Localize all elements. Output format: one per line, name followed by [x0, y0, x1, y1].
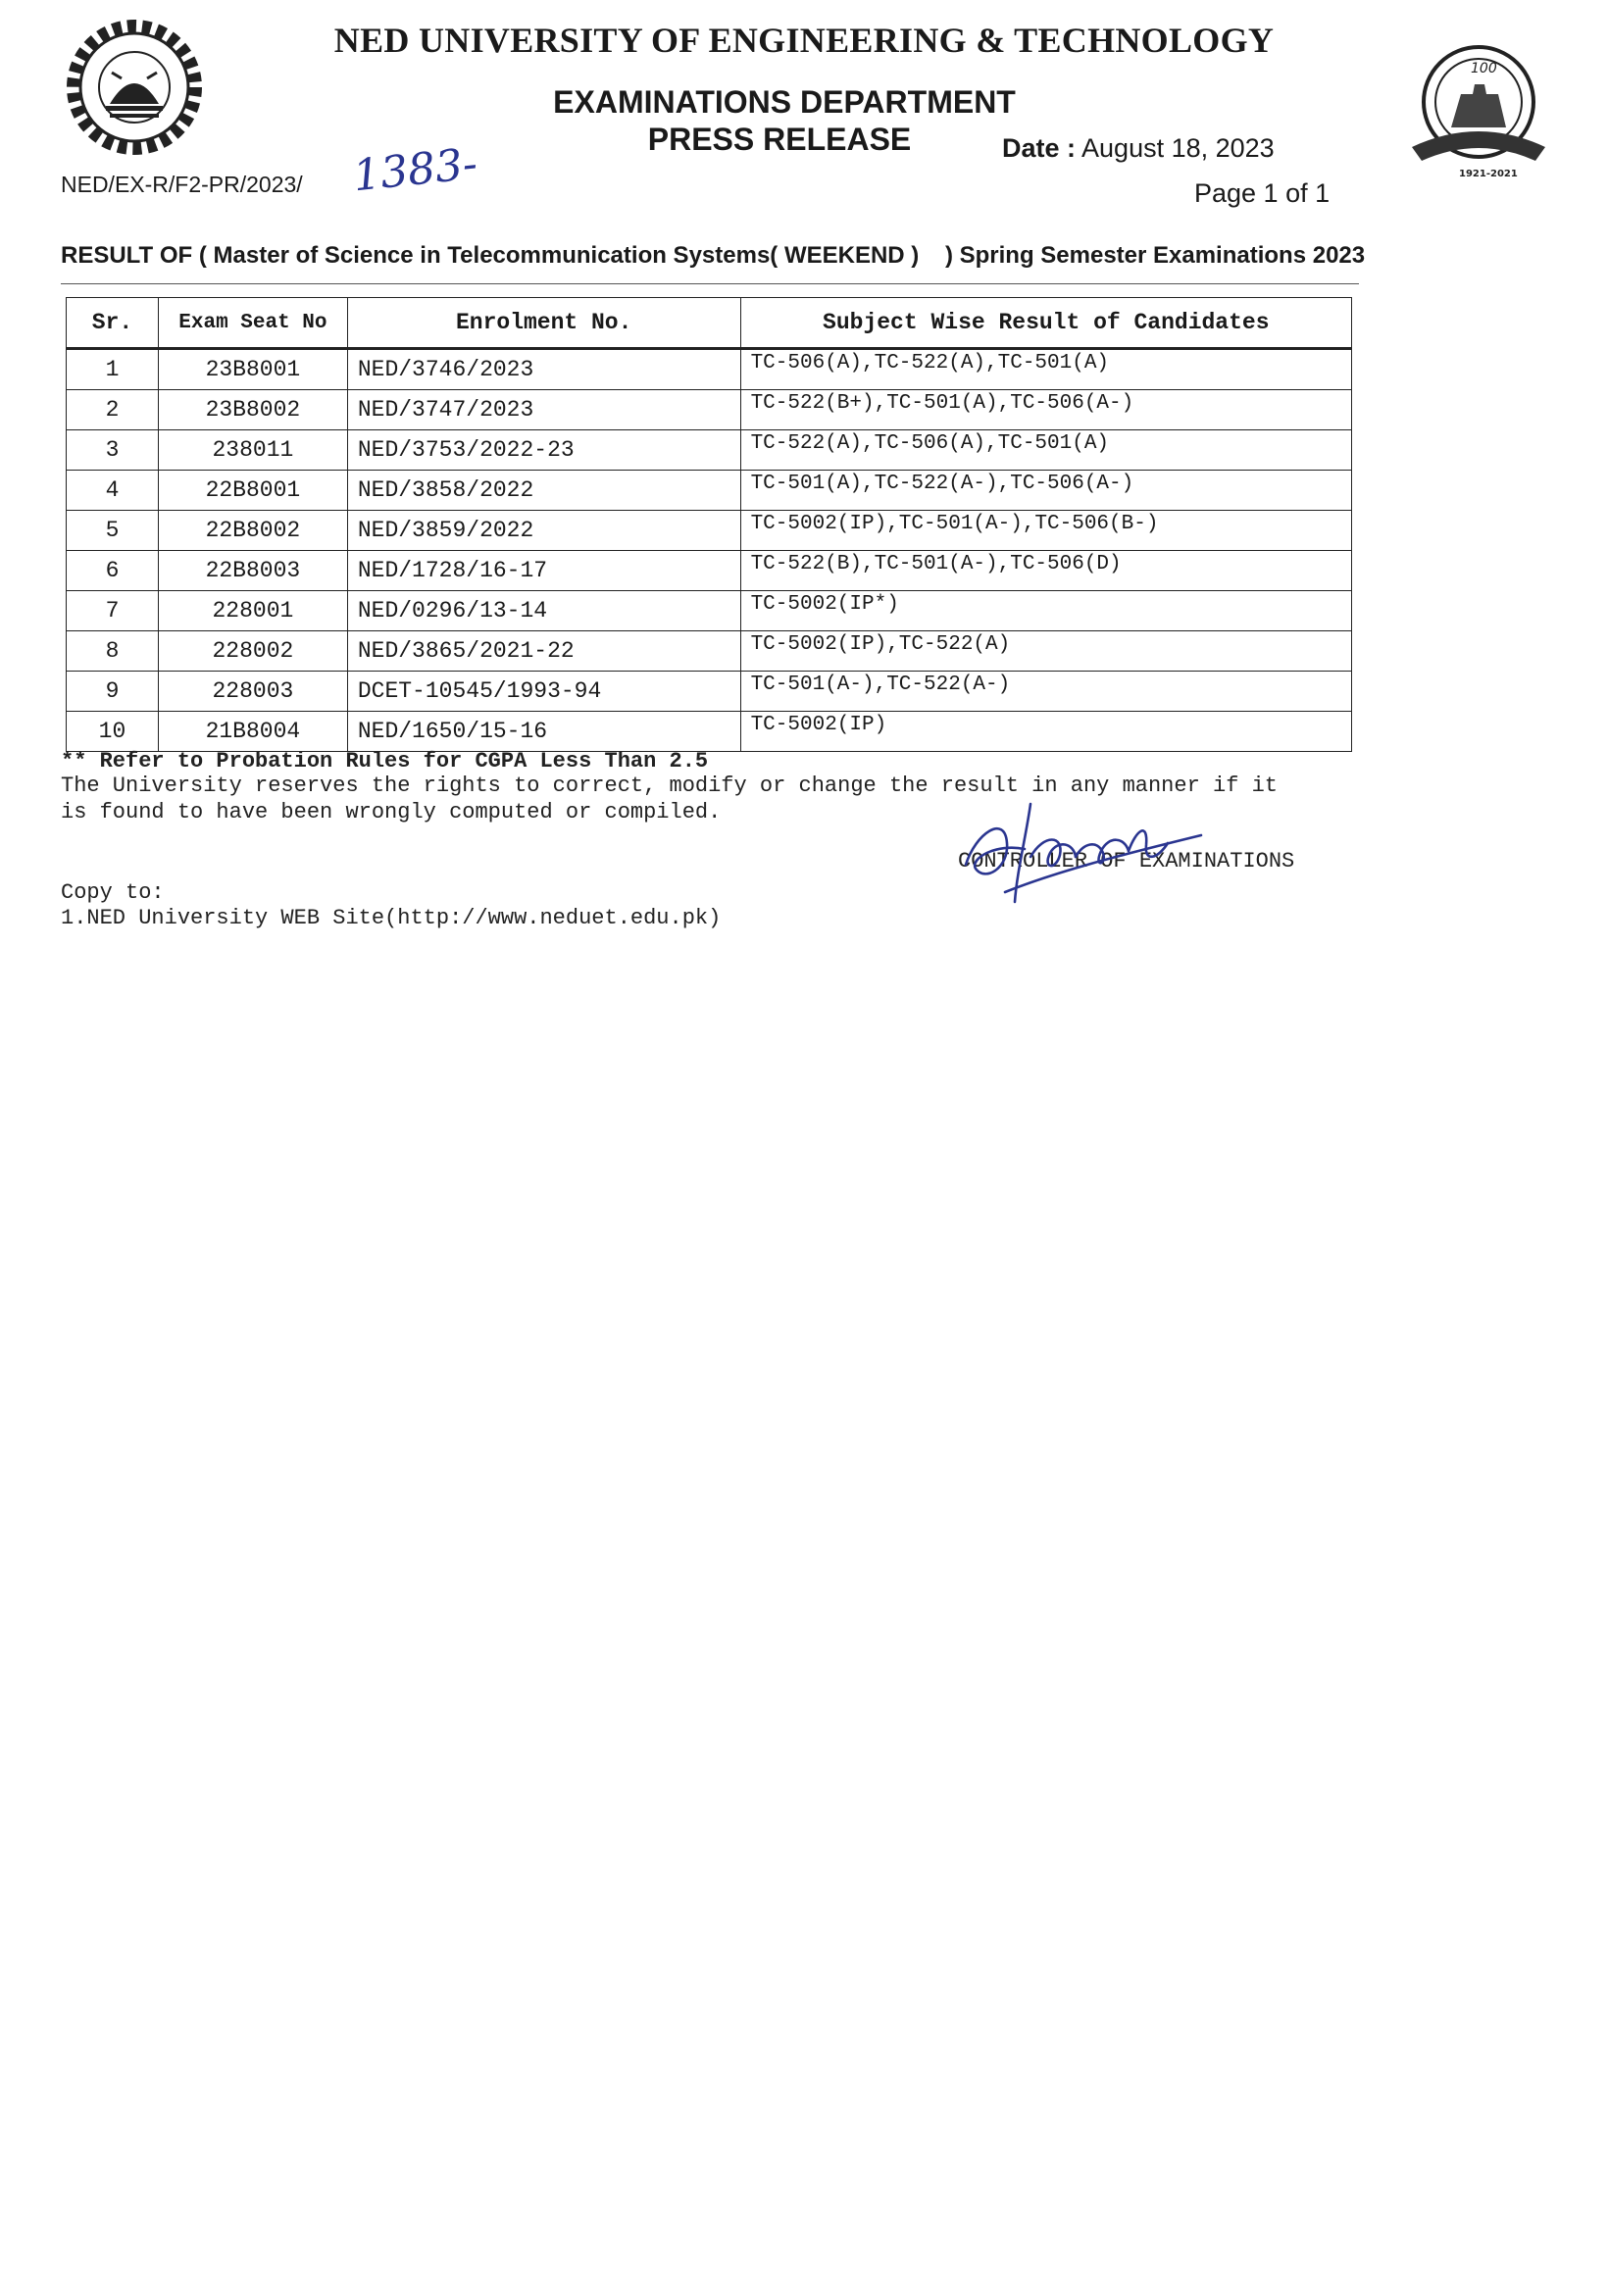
- table-row: [67, 511, 1352, 551]
- cell-result: TC-5002(IP): [740, 712, 1351, 752]
- cell-result: TC-506(A),TC-522(A),TC-501(A): [740, 349, 1351, 390]
- page-number: Page 1 of 1: [1194, 178, 1331, 208]
- cell-seat: 22B8001: [158, 471, 347, 511]
- table-row: [67, 672, 1352, 712]
- cell-result: TC-522(A),TC-506(A),TC-501(A): [740, 430, 1351, 471]
- date-value: August 18, 2023: [1081, 133, 1275, 163]
- cell-result: TC-5002(IP*): [740, 591, 1351, 631]
- table-row: [67, 471, 1352, 511]
- cell-result: TC-501(A-),TC-522(A-): [740, 672, 1351, 712]
- disclaimer-line-1: The University reserves the rights to correct, modify or change the result in any manner if it: [61, 774, 1279, 798]
- cell-result: TC-522(B+),TC-501(A),TC-506(A-): [740, 390, 1351, 430]
- document-type: PRESS RELEASE: [647, 122, 912, 157]
- cell-sr: 1: [67, 349, 159, 390]
- cell-enrolment: NED/3746/2023: [347, 349, 740, 390]
- cell-seat: 228001: [158, 591, 347, 631]
- university-name: NED UNIVERSITY OF ENGINEERING & TECHNOLOGY: [333, 21, 1275, 60]
- table-header-row: [67, 298, 1352, 349]
- cell-enrolment: DCET-10545/1993-94: [347, 672, 740, 712]
- cell-seat: 228002: [158, 631, 347, 672]
- cell-result: TC-522(B),TC-501(A-),TC-506(D): [740, 551, 1351, 591]
- cell-seat: 21B8004: [158, 712, 347, 752]
- cell-enrolment: NED/1728/16-17: [347, 551, 740, 591]
- probation-note: ** Refer to Probation Rules for CGPA Less Than 2.5: [61, 749, 709, 774]
- cell-seat: 238011: [158, 430, 347, 471]
- signatory-title: CONTROLLER OF EXAMINATIONS: [958, 849, 1295, 873]
- date-label: Date :: [1002, 133, 1077, 163]
- signature-icon: [936, 774, 1231, 922]
- cell-seat: 23B8001: [158, 349, 347, 390]
- cell-sr: 3: [67, 430, 159, 471]
- cell-enrolment: NED/3859/2022: [347, 511, 740, 551]
- header-subject-result: Subject Wise Result of Candidates: [740, 298, 1351, 349]
- cell-result: TC-5002(IP),TC-522(A): [740, 631, 1351, 672]
- cell-result: TC-5002(IP),TC-501(A-),TC-506(B-): [740, 511, 1351, 551]
- department-name: EXAMINATIONS DEPARTMENT: [553, 84, 1016, 120]
- cell-result: TC-501(A),TC-522(A-),TC-506(A-): [740, 471, 1351, 511]
- cell-sr: 10: [67, 712, 159, 752]
- disclaimer-line-2: is found to have been wrongly computed or compiled.: [61, 800, 722, 824]
- table-row: [67, 390, 1352, 430]
- cell-seat: 228003: [158, 672, 347, 712]
- copy-to-label: Copy to:: [61, 880, 165, 905]
- reference-number: NED/EX-R/F2-PR/2023/: [61, 172, 303, 197]
- date-line: [1002, 133, 1275, 164]
- cell-enrolment: NED/3865/2021-22: [347, 631, 740, 672]
- svg-text:100: 100: [1471, 61, 1497, 76]
- header-enrolment: Enrolment No.: [347, 298, 740, 349]
- result-heading-suffix: ) Spring Semester Examinations 2023: [944, 242, 1366, 269]
- copy-to-item: 1.NED University WEB Site(http://www.neduet.edu.pk): [61, 906, 722, 930]
- result-heading-prefix: RESULT OF (: [61, 242, 207, 269]
- table-row: [67, 551, 1352, 591]
- svg-text:1921-2021: 1921-2021: [1459, 169, 1518, 179]
- table-row: [67, 712, 1352, 752]
- reference-handwritten: 1383-: [350, 138, 480, 202]
- cell-sr: 5: [67, 511, 159, 551]
- cell-enrolment: NED/3858/2022: [347, 471, 740, 511]
- table-row: [67, 591, 1352, 631]
- cell-seat: 23B8002: [158, 390, 347, 430]
- table-row: [67, 349, 1352, 390]
- header-exam-seat: Exam Seat No: [158, 298, 347, 349]
- cell-seat: 22B8003: [158, 551, 347, 591]
- cell-enrolment: NED/3747/2023: [347, 390, 740, 430]
- cell-seat: 22B8002: [158, 511, 347, 551]
- result-heading: [61, 242, 1365, 270]
- cell-enrolment: NED/0296/13-14: [347, 591, 740, 631]
- heading-rule: [61, 283, 1359, 284]
- header-sr: Sr.: [67, 298, 159, 349]
- cell-sr: 8: [67, 631, 159, 672]
- cell-sr: 9: [67, 672, 159, 712]
- cell-sr: 6: [67, 551, 159, 591]
- cell-enrolment: NED/1650/15-16: [347, 712, 740, 752]
- cell-sr: 7: [67, 591, 159, 631]
- table-row: [67, 430, 1352, 471]
- cell-sr: 2: [67, 390, 159, 430]
- cell-sr: 4: [67, 471, 159, 511]
- program-name: Master of Science in Telecommunication Systems( WEEKEND ): [213, 242, 920, 269]
- results-table: [66, 297, 1352, 752]
- table-row: [67, 631, 1352, 672]
- cell-enrolment: NED/3753/2022-23: [347, 430, 740, 471]
